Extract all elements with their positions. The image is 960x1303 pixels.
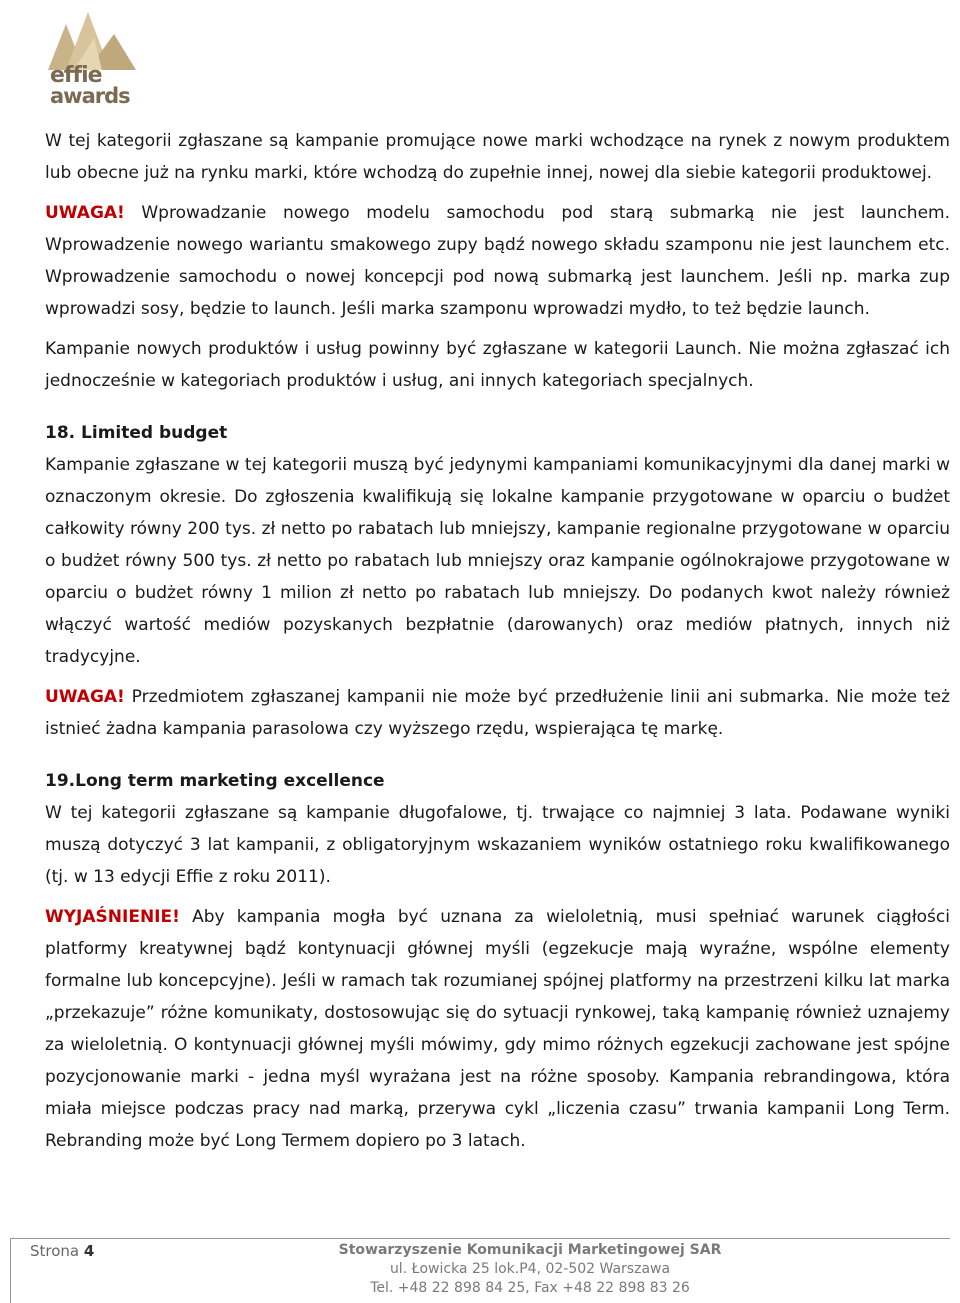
section-19-number: 19. [45,771,76,791]
page-label: Strona [30,1242,84,1260]
intro-paragraph: W tej kategorii zgłaszane są kampanie promujące nowe marki wchodzące na rynek z nowym produktem lub obecne już na rynku marki, które wchodzą do zupełnie innej, nowej dla siebie kategorii produktowej. [45,131,950,183]
organization-address: ul. Łowicka 25 lok.P4, 02-502 Warszawa [389,1261,671,1277]
section-19-heading [45,765,950,797]
page-indicator [30,1242,94,1260]
warning-label: UWAGA! [45,203,125,223]
logo-line2: awards [50,84,130,108]
section-19-explanation [45,901,950,1157]
section-18-number: 18. [45,423,76,443]
logo-wordmark [50,63,130,108]
warning-text: Wprowadzanie nowego modelu samochodu pod starą submarką nie jest launchem. Wprowadzenie nowego wariantu smakowego zupy bądź nowego składu szamponu nie jest launchem etc. Wprowadzenie samochodu o nowej koncepcji pod nową submarką jest launchem. Jeśli np. marka zup wprowadzi sosy, będzie to launch. Jeśli marka szamponu wprowadzi mydło, to też będzie launch. [45,203,950,319]
footer-divider [110,1238,950,1239]
intro-warning [45,197,950,325]
intro-note: Kampanie nowych produktów i usług powinny być zgłaszane w kategorii Launch. Nie można zgłaszać ich jednocześnie w kategoriach produktów i usług, ani innych kategoriach specjalnych. [45,339,950,391]
organization-contact: Tel. +48 22 898 84 25, Fax +48 22 898 83 26 [370,1280,690,1296]
warning-text: Przedmiotem zgłaszanej kampanii nie może być przedłużenie linii ani submarka. Nie może też istnieć żadna kampania parasolowa czy wyższego rzędu, wspierająca tę markę. [45,687,950,739]
warning-label: UWAGA! [45,687,125,707]
page-number: 4 [83,1242,95,1260]
explanation-text: Aby kampania mogła być uznana za wieloletnią, musi spełniać warunek ciągłości platformy kreatywnej bądź kontynuacji głównej myśli (egzekucje mają wyraźne, wspólne elementy formalne lub koncepcyjne). Jeśli w ramach tak rozumianej spójnej platformy na przestrzeni kilku lat marka „przekazuje” różne komunikaty, dostosowując się do sytuacji rynkowej, taką kampanię również uznajemy za wieloletnią. O kontynuacji głównej myśli mówimy, gdy mimo różnych egzekucji zachowane jest spójne pozycjonowanie marki - jedna myśl wyrażana jest na różne sposoby. Kampania rebrandingowa, która miała miejsce podczas pracy nad marką, przerywa cykl „liczenia czasu” trwania kampanii Long Term. Rebranding może być Long Termem dopiero po 3 latach. [45,907,950,1151]
section-18-body: Kampanie zgłaszane w tej kategorii muszą być jedynymi kampaniami komunikacyjnymi dla danej marki w oznaczonym okresie. Do zgłoszenia kwalifikują się lokalne kampanie przygotowane w oparciu o budżet całkowity równy 200 tys. zł netto po rabatach lub mniejszy, kampanie regionalne przygotowane w oparciu o budżet równy 500 tys. zł netto po rabatach lub mniejszy oraz kampanie ogólnokrajowe przygotowane w oparciu o budżet równy 1 milion zł netto po rabatach lub mniejszy. Do podanych kwot należy również włączyć wartość mediów pozyskanych bezpłatnie (darowanych) oraz mediów płatnych, innych niż tradycyjne. [45,455,950,667]
organization-info [230,1241,830,1298]
section-18-title: Limited budget [75,423,228,443]
section-19-title: Long term marketing excellence [75,771,385,791]
document-body [45,125,950,1157]
explanation-label: WYJAŚNIENIE! [45,907,180,927]
section-19-body: W tej kategorii zgłaszane są kampanie długofalowe, tj. trwające co najmniej 3 lata. Podawane wyniki muszą dotyczyć 3 lat kampanii, z obligatoryjnym wskazaniem wyników ostatniego roku kwalifikowanego (tj. w 13 edycji Effie z roku 2011). [45,803,950,887]
organization-name: Stowarzyszenie Komunikacji Marketingowej SAR [338,1242,722,1258]
section-18-heading [45,417,950,449]
page-footer [0,1236,960,1303]
effie-awards-logo [44,4,140,112]
section-18-warning [45,681,950,745]
logo-line1: effie [50,63,102,88]
